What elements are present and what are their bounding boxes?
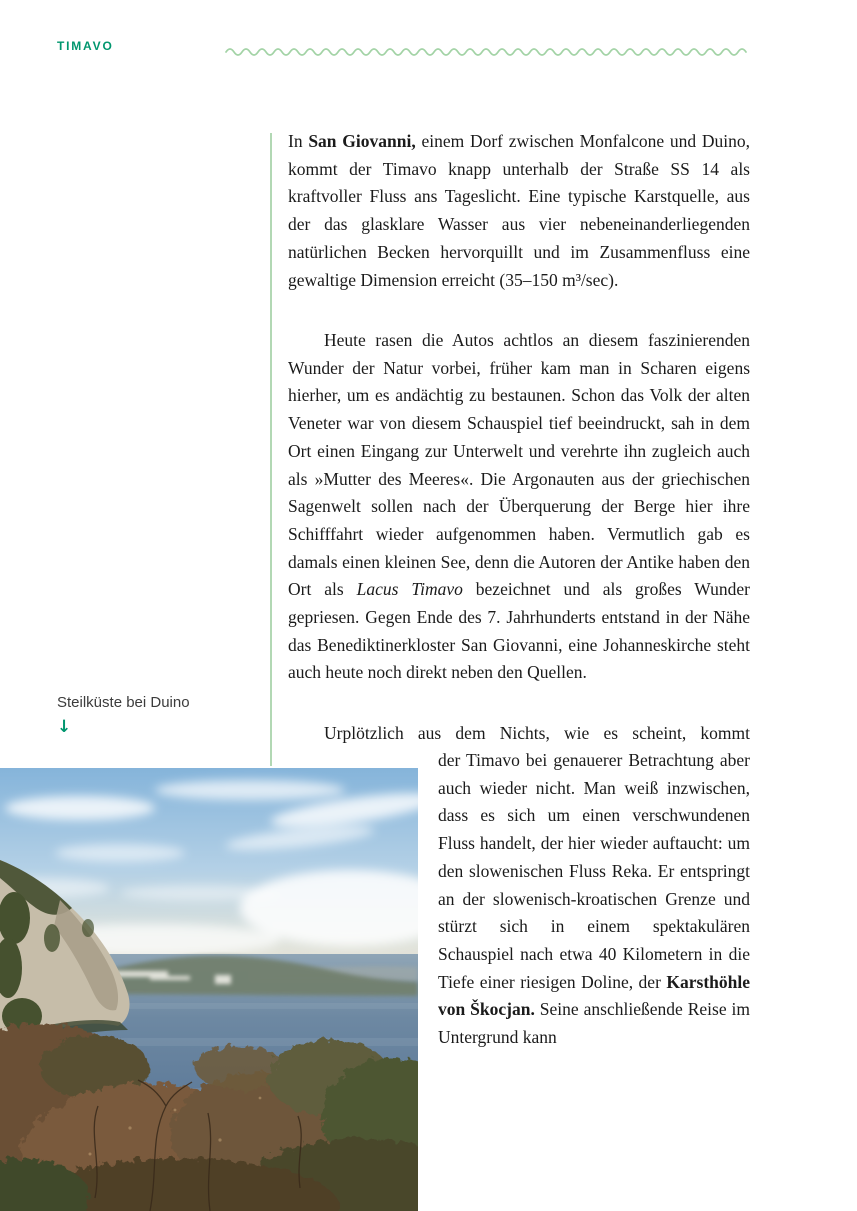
running-header: TIMAVO	[57, 39, 114, 53]
figure-caption	[57, 693, 190, 737]
article-text	[288, 128, 750, 753]
article-text-beside-photo	[438, 747, 750, 1080]
paragraph-2-part1: Heute rasen die Autos achtlos an diesem faszinierenden Wunder der Natur vorbei, früher kam man in Scharen eigens hierher, um es andächtig zu bestaunen. Schon das Volk der alten Veneter war von diesem Schauspiel tief beeindruckt, sah in dem Ort einen Eingang zur Unterwelt und verehrte ihn zugleich auch als »Mutter des Meeres«. Die Argonauten aus der griechischen Sagenwelt sollen nach der Überquerung der Berge hier ihre Schifffahrt wieder aufgenommen haben. Vermutlich gab es damals einen kleinen See, denn die Autoren der Antike haben den Ort als	[288, 330, 750, 600]
arrow-down-icon: ↓	[57, 717, 72, 737]
paragraph-3-part2: Seine anschließende Reise im Untergrund kann	[438, 999, 750, 1048]
paragraph-3-bold-cave: Karsthöhle von Škocjan.	[438, 971, 750, 1020]
paragraph-3-part1: der Timavo bei genauerer Betrachtung aber auch wieder nicht. Man weiß inzwischen, dass es sich um einen verschwundenen Fluss handelt, der hier wieder auftaucht: um den slowenischen Fluss Reka. Er entspringt an der slowenisch-kroatischen Grenze und stürzt sich in einem spektakulären Schauspiel nach etwa 40 Kilometern in die Tiefe einer riesigen Doline, der	[438, 750, 750, 992]
paragraph-2-part2: bezeichnet und als großes Wunder gepriesen. Gegen Ende des 7. Jahrhunderts entstand in der Nähe das Benediktinerkloster San Giovanni, eine Johanneskirche steht auch heute noch direkt neben den Quellen.	[288, 579, 750, 683]
paragraph-2	[288, 327, 750, 715]
paragraph-2-latin-name: Lacus Timavo	[356, 579, 463, 600]
coastline-photo	[0, 768, 418, 1211]
paragraph-1	[288, 128, 750, 322]
paragraph-1-bold-place: San Giovanni,	[308, 131, 416, 151]
figure-caption-text: Steilküste bei Duino	[57, 694, 190, 711]
wavy-divider	[225, 44, 747, 58]
paragraph-1-lead: In	[288, 131, 309, 151]
paragraph-3-continued	[438, 747, 750, 1052]
text-column-rule	[270, 133, 272, 766]
paragraph-3-intro: Urplötzlich aus dem Nichts, wie es scheint, kommt	[324, 723, 750, 743]
paragraph-1-rest: einem Dorf zwischen Monfalcone und Duino, kommt der Timavo knapp unterhalb der Straße SS 14 als kraftvoller Fluss ans Tageslicht. Eine typische Karstquelle, aus der das glasklare Wasser aus vier nebeneinanderliegenden natürlichen Becken hervorquillt und im Zusammenfluss eine gewaltige Dimension erreicht (35–150 m³/sec).	[288, 131, 750, 290]
